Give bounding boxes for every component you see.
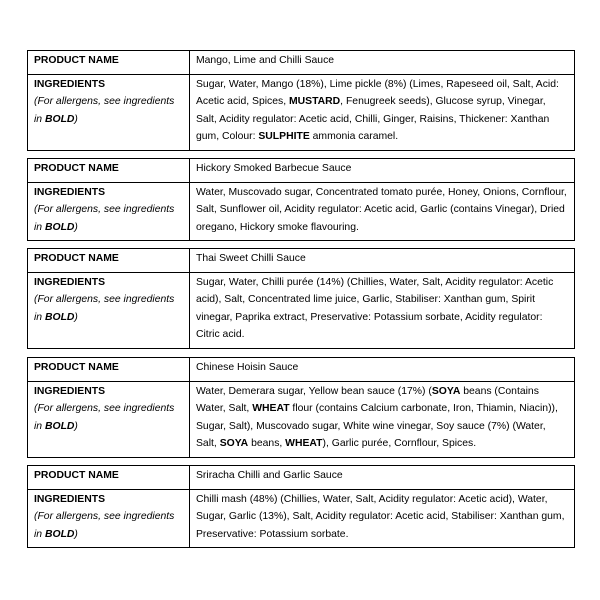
product-table	[27, 248, 575, 349]
ingredient-text: Water, Demerara sugar, Yellow bean sauce (17%) (	[196, 385, 432, 397]
ingredients-text	[190, 381, 575, 457]
product-name-label: PRODUCT NAME	[28, 358, 190, 382]
allergen-note	[34, 201, 184, 236]
allergen-text: MUSTARD	[288, 96, 341, 107]
ingredients-label: INGREDIENTS	[34, 186, 106, 198]
product-name-label: PRODUCT NAME	[28, 249, 190, 273]
ingredients-label-cell	[28, 272, 190, 348]
product-name: Thai Sweet Chilli Sauce	[190, 249, 575, 273]
allergen-note-bold: BOLD	[44, 221, 75, 233]
ingredient-text: beans,	[248, 438, 286, 449]
ingredient-text: flour (contains Calcium carbonate, Iron, Thiamin, Niacin)), Sugar, Salt), Muscovado sugar, White wine vinegar, Soy sauce (7%) (Water, Salt,	[196, 403, 558, 449]
ingredient-text: beans (Contains Water, Salt,	[196, 385, 539, 414]
product-name: Hickory Smoked Barbecue Sauce	[190, 159, 575, 183]
product-name-row	[28, 358, 575, 382]
product-table	[27, 357, 575, 458]
product-name-row	[28, 249, 575, 273]
allergen-note	[34, 291, 184, 326]
product-name-label: PRODUCT NAME	[28, 159, 190, 183]
ingredient-text: Sugar, Water, Chilli purée (14%) (Chillies, Water, Salt, Acidity regulator: Acetic acid), Salt, Concentrated lime juice, Garlic, Stabiliser: Xanthan gum, Spirit vinegar, Paprika extract, Preservative: Potassium sorbate, Acidity regulator: Citric acid.	[196, 276, 554, 340]
product-name-row	[28, 51, 575, 75]
allergen-note-suffix: )	[74, 420, 78, 432]
product-name: Mango, Lime and Chilli Sauce	[190, 51, 575, 75]
allergen-note-prefix: (For allergens, see ingredients in	[34, 294, 175, 323]
product-name-row	[28, 159, 575, 183]
ingredients-label-cell	[28, 489, 190, 548]
allergen-note	[34, 93, 184, 128]
ingredients-row	[28, 489, 575, 548]
ingredients-label-cell	[28, 381, 190, 457]
allergen-text: SOYA	[219, 438, 249, 449]
ingredients-label: INGREDIENTS	[34, 493, 106, 505]
ingredient-text: ), Garlic purée, Cornflour, Spices.	[322, 438, 477, 449]
product-name-row	[28, 466, 575, 490]
allergen-note-bold: BOLD	[44, 311, 75, 323]
ingredient-text: Chilli mash (48%) (Chillies, Water, Salt, Acidity regulator: Acetic acid), Water, Sugar, Garlic (13%), Salt, Acidity regulator: Acetic acid, Stabiliser: Xanthan gum, Preservative: Potassium sorbate.	[196, 493, 565, 540]
allergen-note	[34, 400, 184, 435]
product-table	[27, 50, 575, 151]
allergen-note-bold: BOLD	[44, 528, 75, 540]
allergen-text: SULPHITE	[258, 131, 310, 142]
ingredients-row	[28, 74, 575, 150]
ingredients-row	[28, 381, 575, 457]
ingredient-text: Water, Muscovado sugar, Concentrated tomato purée, Honey, Onions, Cornflour, Salt, Sunflower oil, Acidity regulator: Acetic acid, Garlic (contains Vinegar), Dried oregano, Hickory smoke flavouring.	[196, 186, 567, 233]
allergen-text: WHEAT	[252, 403, 290, 414]
ingredients-label-cell	[28, 74, 190, 150]
product-name-label: PRODUCT NAME	[28, 51, 190, 75]
allergen-note	[34, 508, 184, 543]
allergen-note-suffix: )	[74, 528, 78, 540]
allergen-note-prefix: (For allergens, see ingredients in	[34, 511, 175, 540]
allergen-note-suffix: )	[74, 113, 78, 125]
allergen-note-prefix: (For allergens, see ingredients in	[34, 96, 175, 125]
product-name: Sriracha Chilli and Garlic Sauce	[190, 466, 575, 490]
allergen-note-prefix: (For allergens, see ingredients in	[34, 403, 175, 432]
ingredients-row	[28, 182, 575, 241]
product-name: Chinese Hoisin Sauce	[190, 358, 575, 382]
ingredients-label-cell	[28, 182, 190, 241]
ingredient-text: Sugar, Water, Mango (18%), Lime pickle (8%) (Limes, Rapeseed oil, Salt, Acid: Acetic acid, Spices,	[196, 78, 559, 107]
ingredient-text: , Fenugreek seeds), Glucose syrup, Vinegar, Salt, Acidity regulator: Acetic acid, Chilli, Ginger, Raisins, Thickener: Xanthan gum, Colour:	[196, 96, 550, 142]
allergen-text: SOYA	[431, 385, 461, 397]
allergen-text: WHEAT	[285, 438, 323, 449]
ingredient-text: ammonia caramel.	[309, 131, 399, 142]
ingredients-text	[190, 489, 575, 548]
allergen-note-bold: BOLD	[44, 420, 75, 432]
ingredients-text	[190, 74, 575, 150]
product-name-label: PRODUCT NAME	[28, 466, 190, 490]
ingredients-label: INGREDIENTS	[34, 276, 106, 288]
ingredients-text	[190, 272, 575, 348]
allergen-note-suffix: )	[74, 311, 78, 323]
allergen-note-bold: BOLD	[44, 113, 75, 125]
product-table	[27, 158, 575, 241]
ingredients-text	[190, 182, 575, 241]
allergen-note-prefix: (For allergens, see ingredients in	[34, 204, 175, 233]
ingredients-label: INGREDIENTS	[34, 385, 106, 397]
product-table	[27, 465, 575, 548]
ingredients-row	[28, 272, 575, 348]
ingredients-label: INGREDIENTS	[34, 78, 106, 90]
allergen-note-suffix: )	[74, 221, 78, 233]
